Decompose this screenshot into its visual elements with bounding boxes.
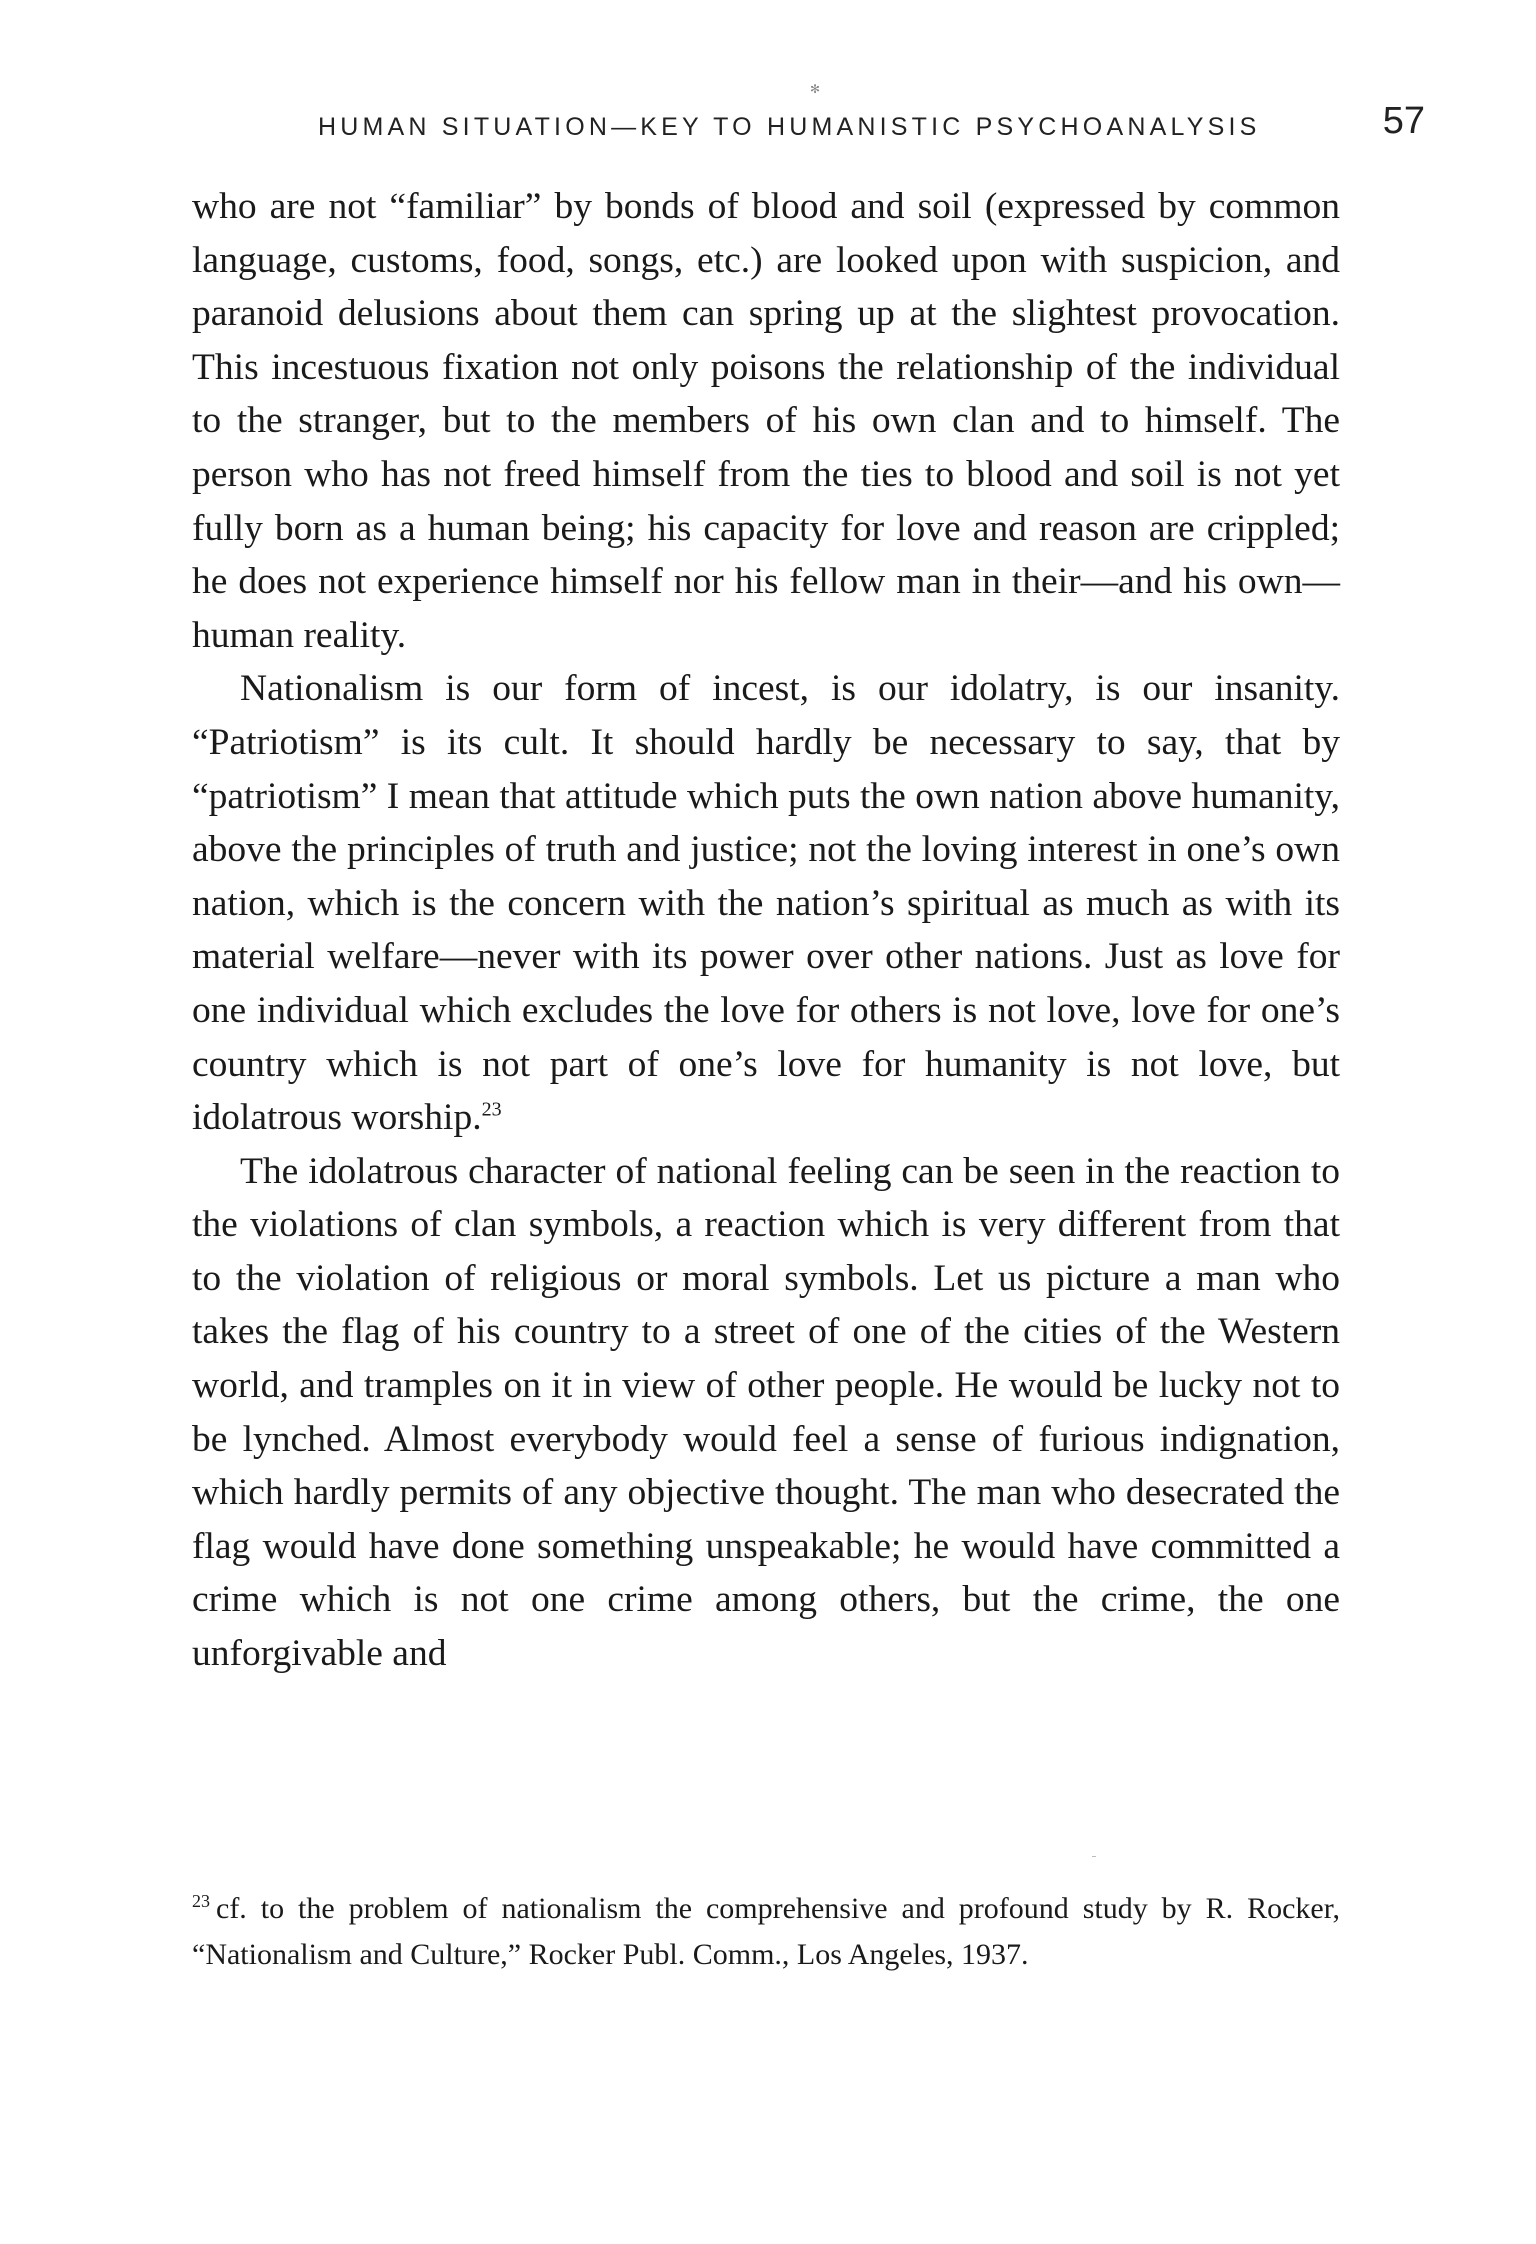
running-head-title: HUMAN SITUATION—KEY TO HUMANISTIC PSYCHOANALYSIS bbox=[318, 113, 1261, 141]
footnote bbox=[192, 1886, 1340, 1978]
footnote-reference[interactable]: 23 bbox=[481, 1098, 502, 1121]
page-number: 57 bbox=[1382, 100, 1425, 142]
footnote-text: cf. to the problem of nationalism the comprehensive and profound study by R. Rocker, “Nationalism and Culture,” Rocker Publ. Comm., Los Angeles, 1937. bbox=[192, 1892, 1340, 1971]
body-text bbox=[192, 180, 1340, 1681]
footnote-mark: 23 bbox=[192, 1891, 210, 1911]
paragraph-2 bbox=[192, 662, 1340, 1144]
running-head bbox=[190, 100, 1425, 150]
paragraph-2-text: Nationalism is our form of incest, is our idolatry, is our insanity. “Patriotism” is its cult. It should hardly be necessary to say, that by “patriotism” I mean that attitude which puts the own nation above humanity, above the principles of truth and justice; not the loving interest in one’s own nation, which is the concern with the nation’s spiritual as much as with its material welfare—never with its power over other nations. Just as love for one individual which excludes the love for others is not love, love for one’s country which is not part of one’s love for humanity is not love, but idolatrous worship. bbox=[192, 668, 1340, 1139]
scan-artifact-icon: ✻ bbox=[810, 82, 821, 96]
footnote-divider bbox=[1092, 1856, 1096, 1857]
paragraph-3: The idolatrous character of national feeling can be seen in the reaction to the violations of clan symbols, a reaction which is very different from that to the violation of religious or moral symbols. Let us picture a man who takes the flag of his country to a street of one of the cities of the Western world, and tramples on it in view of other people. He would be lucky not to be lynched. Almost everybody would feel a sense of furious indignation, which hardly permits of any objective thought. The man who desecrated the flag would have done something unspeakable; he would have committed a crime which is not one crime among others, but the crime, the one unforgivable and bbox=[192, 1150, 1340, 1675]
paragraph-1: who are not “familiar” by bonds of blood and soil (expressed by common language, customs, food, songs, etc.) are looked upon with suspicion, and paranoid delusions about them can spring up at the slightest provocation. This incestuous fixation not only poisons the relationship of the individual to the stranger, but to the members of his own clan and to himself. The person who has not freed himself from the ties to blood and soil is not yet fully born as a human being; his capacity for love and reason are crippled; he does not experience himself nor his fellow man in their—and his own—human reality. bbox=[192, 186, 1340, 656]
